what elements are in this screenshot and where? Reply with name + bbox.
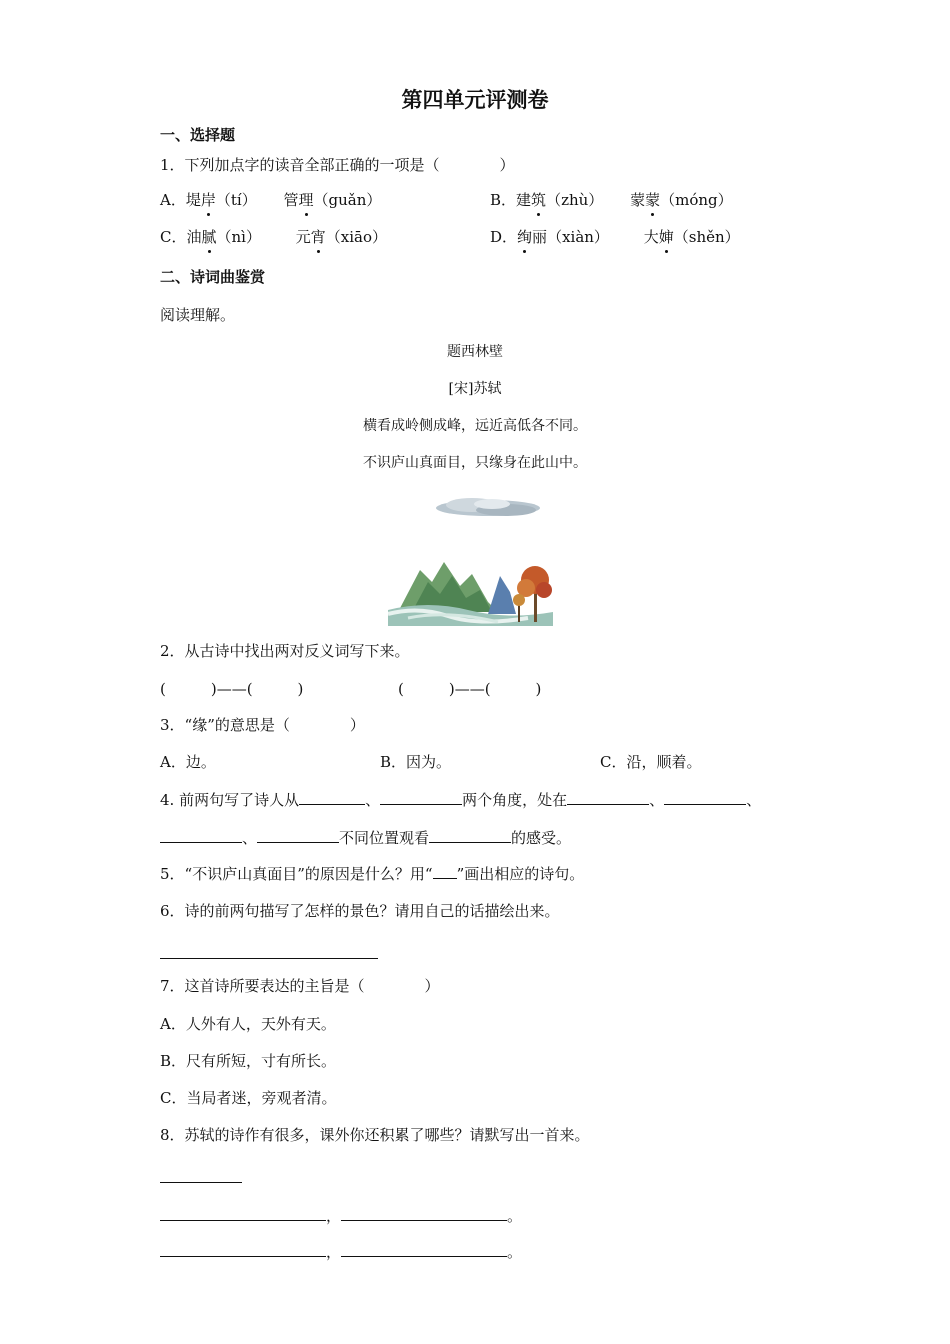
question-4-line-2 <box>160 826 571 849</box>
page-title: 第四单元评测卷 <box>401 88 549 112</box>
poem-author: [宋]苏轼 <box>448 381 502 397</box>
question-3-option-c[interactable]: C．沿，顺着。 <box>600 753 702 771</box>
question-7-stem: 7．这首诗所要表达的主旨是（ ） <box>160 977 440 995</box>
question-5-text: ”画出相应的诗句。 <box>456 865 585 883</box>
fill-blank[interactable] <box>380 788 462 805</box>
section-heading-choice: 一、选择题 <box>160 126 236 144</box>
question-4-line-1 <box>160 788 761 811</box>
word-text: 大 <box>643 228 659 246</box>
question-1-option-b[interactable] <box>490 189 733 211</box>
question-3-stem: 3．“缘”的意思是（ ） <box>160 716 365 734</box>
reading-instruction: 阅读理解。 <box>160 306 236 324</box>
question-5-text: 5．“不识庐山真面目”的原因是什么？用“ <box>160 865 433 883</box>
option-label: B． <box>490 191 517 209</box>
dotted-char: 宵 <box>310 228 326 246</box>
word-text: 丽 <box>532 228 548 246</box>
question-4-text: 的感受。 <box>511 829 572 847</box>
answer-line[interactable] <box>160 958 378 959</box>
question-1-option-a[interactable] <box>160 189 381 211</box>
dotted-char: 筑 <box>531 191 547 209</box>
option-label: D． <box>490 228 518 246</box>
question-1-stem: 1．下列加点字的读音全部正确的一项是（ ） <box>160 156 515 174</box>
pinyin: （zhù） <box>546 191 604 209</box>
word-text: 元 <box>295 228 311 246</box>
pinyin: （xiàn） <box>547 228 609 246</box>
question-4-text: 两个角度，处在 <box>462 791 568 809</box>
fill-blank[interactable] <box>567 788 649 805</box>
punctuation: 。 <box>507 1207 523 1225</box>
mountain-landscape-illustration <box>388 552 553 626</box>
pinyin: （shěn） <box>673 228 740 246</box>
word-text: 蒙 <box>630 191 646 209</box>
answer-line[interactable] <box>160 1182 242 1183</box>
separator: 、 <box>242 829 258 847</box>
answer-row-2 <box>160 1240 522 1263</box>
poem-line-2: 不识庐山真面目，只缘身在此山中。 <box>363 455 587 471</box>
fill-blank[interactable] <box>341 1240 507 1257</box>
question-2-answer-pair-1[interactable]: ( )——( ) <box>160 680 304 698</box>
fill-blank[interactable] <box>160 826 242 843</box>
separator: 、 <box>649 791 665 809</box>
dotted-char: 绚 <box>517 228 533 246</box>
pinyin: （guǎn） <box>313 191 382 209</box>
question-3-option-a[interactable]: A．边。 <box>160 753 216 771</box>
question-4-text: 不同位置观看 <box>339 829 430 847</box>
poem-title: 题西林壁 <box>447 344 503 360</box>
fill-blank[interactable] <box>257 826 339 843</box>
word-text: 管 <box>283 191 299 209</box>
question-3-option-b[interactable]: B．因为。 <box>380 753 452 771</box>
poem-line-1: 横看成岭侧成峰，远近高低各不同。 <box>363 418 587 434</box>
question-7-option-a[interactable]: A．人外有人，天外有天。 <box>160 1015 336 1033</box>
pinyin: （móng） <box>660 191 733 209</box>
word-text: 堤 <box>185 191 201 209</box>
question-2-answer-pair-2[interactable]: ( )——( ) <box>398 680 542 698</box>
question-1-option-c[interactable] <box>160 226 387 248</box>
word-text: 建 <box>516 191 532 209</box>
section-heading-poetry: 二、诗词曲鉴赏 <box>160 268 266 286</box>
word-text: 油 <box>186 228 202 246</box>
fill-blank[interactable] <box>299 788 365 805</box>
fill-blank[interactable] <box>160 1240 326 1257</box>
punctuation: 。 <box>507 1243 523 1261</box>
fill-blank[interactable] <box>429 826 511 843</box>
question-8-stem: 8．苏轼的诗作有很多，课外你还积累了哪些？请默写出一首来。 <box>160 1126 590 1144</box>
question-7-option-c[interactable]: C．当局者迷，旁观者清。 <box>160 1089 337 1107</box>
cloud-illustration <box>432 492 544 524</box>
pinyin: （xiāo） <box>325 228 388 246</box>
fill-blank[interactable] <box>160 1204 326 1221</box>
option-label: C． <box>160 228 187 246</box>
dotted-char: 岸 <box>200 191 216 209</box>
dotted-char: 腻 <box>201 228 217 246</box>
question-6-stem: 6．诗的前两句描写了怎样的景色？请用自己的话描绘出来。 <box>160 902 560 920</box>
question-2-stem: 2．从古诗中找出两对反义词写下来。 <box>160 642 410 660</box>
option-label: A． <box>160 191 186 209</box>
dotted-char: 蒙 <box>645 191 661 209</box>
separator: 、 <box>746 791 762 809</box>
punctuation: ， <box>326 1207 342 1225</box>
pinyin: （tí） <box>215 191 257 209</box>
separator: 、 <box>365 791 381 809</box>
question-5-stem <box>160 863 584 885</box>
punctuation: ， <box>326 1243 342 1261</box>
pinyin: （nì） <box>216 228 261 246</box>
question-4-text: 4. 前两句写了诗人从 <box>160 791 300 809</box>
fill-blank[interactable] <box>664 788 746 805</box>
answer-row-1 <box>160 1204 522 1227</box>
dotted-char: 理 <box>298 191 314 209</box>
dotted-char: 婶 <box>658 228 674 246</box>
question-1-option-d[interactable] <box>490 226 740 248</box>
question-7-option-b[interactable]: B．尺有所短，寸有所长。 <box>160 1052 337 1070</box>
fill-blank[interactable] <box>341 1204 507 1221</box>
underline-sample <box>433 863 457 879</box>
